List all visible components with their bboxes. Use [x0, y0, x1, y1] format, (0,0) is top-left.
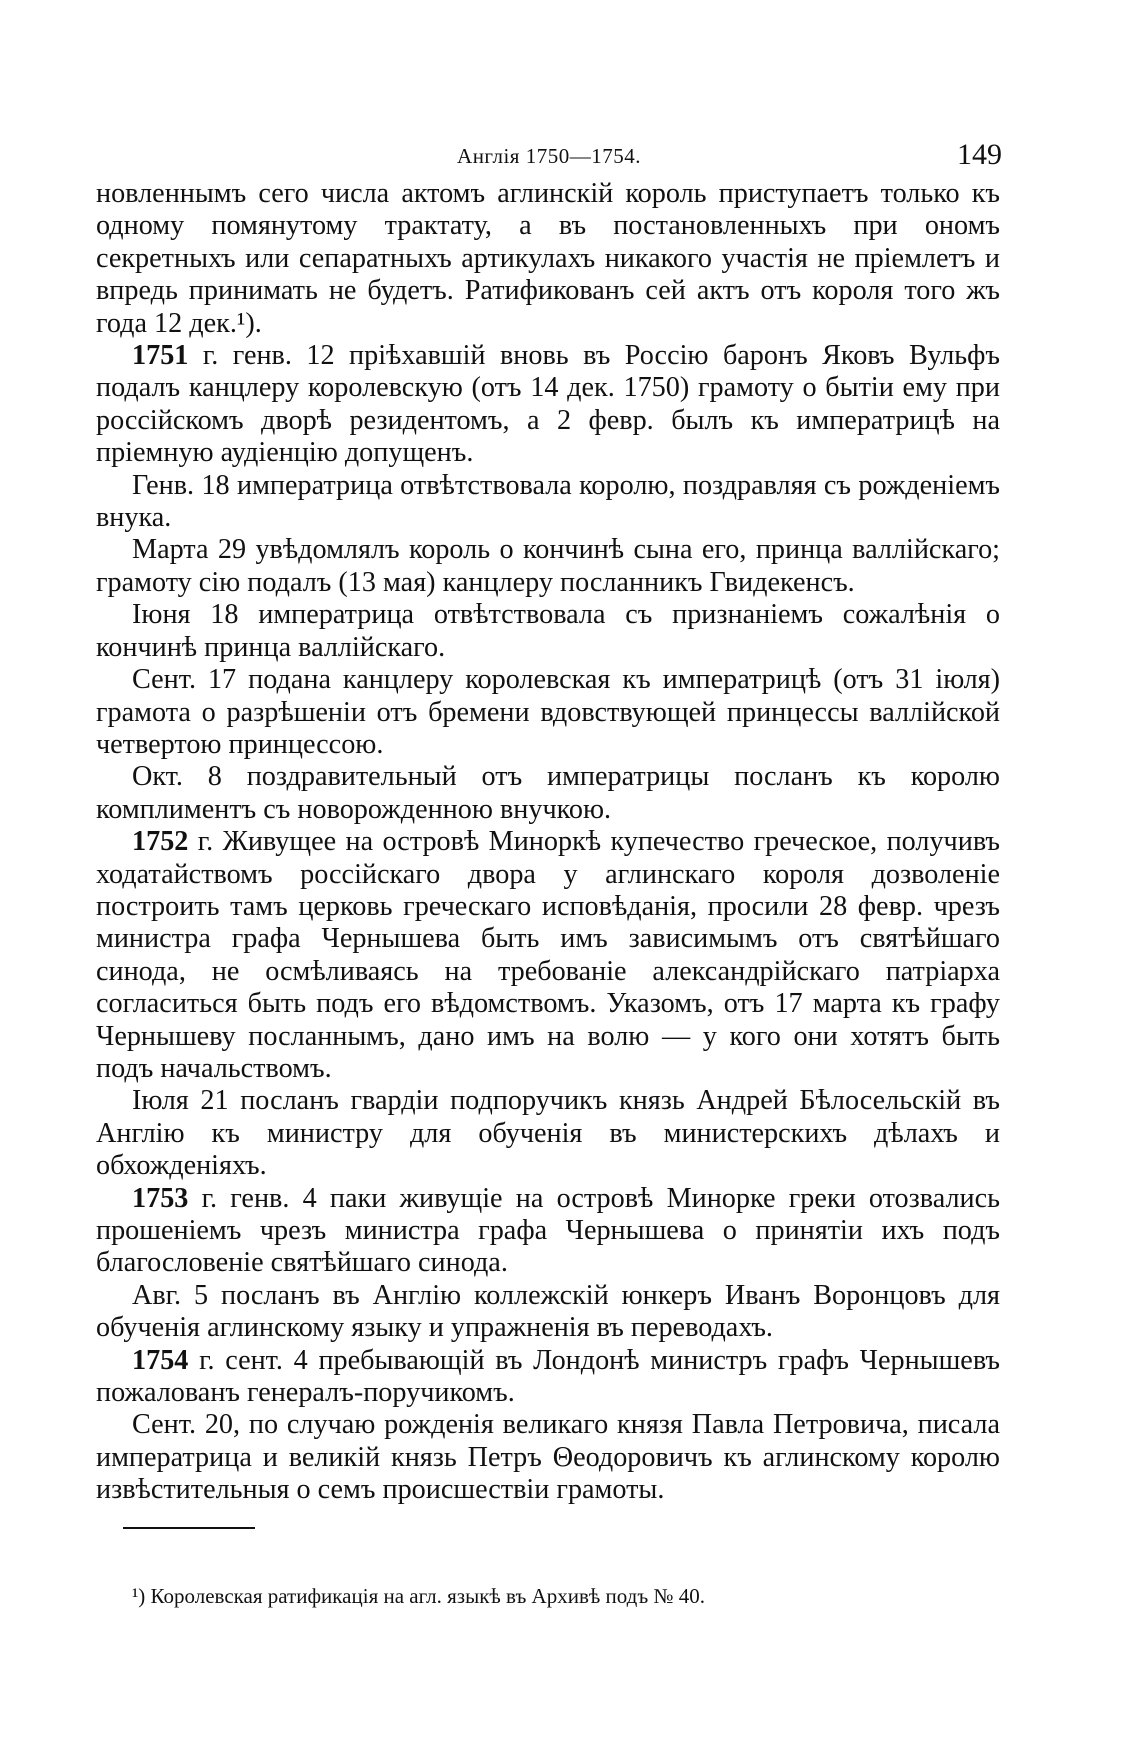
paragraph-text: г. сент. 4 пребывающій въ Лондонѣ министръ графъ Чернышевъ пожалованъ генералъ-поручикомъ.: [96, 1344, 1000, 1409]
paragraph: [96, 470, 1000, 535]
paragraph: [96, 1085, 1000, 1182]
paragraph: [96, 1409, 1000, 1506]
year-heading: 1751: [132, 340, 189, 372]
paragraph-1754: [96, 1345, 1000, 1410]
paragraph: [96, 534, 1000, 599]
paragraph: [96, 664, 1000, 761]
footnote-divider: [123, 1527, 255, 1529]
paragraph-text: Марта 29 увѣдомлялъ король о кончинѣ сына его, принца валлійскаго; грамоту сію подалъ (13 мая) канцлеру посланникъ Гвидекенсъ.: [96, 534, 1000, 598]
paragraph-text: Іюля 21 посланъ гвардіи подпоручикъ князь Андрей Бѣлосельскій въ Англію къ министру для обученія въ министерскихъ дѣлахъ и обхожденіяхъ.: [96, 1085, 1000, 1182]
main-text: [96, 178, 1000, 1507]
paragraph: [96, 599, 1000, 664]
paragraph-text: г. Живущее на островѣ Миноркѣ купечество греческое, получивъ ходатайствомъ россійскаго двора у аглинскаго короля дозволеніе построить тамъ церковь греческаго исповѣданія, просили 28 февр. чрезъ министра графа Чернышева быть имъ зависимымъ отъ святѣйшаго синода, не осмѣливаясь на требованіе александрійскаго патріарха согласиться быть подъ его вѣдомствомъ. Указомъ, отъ 17 марта къ графу Чернышеву посланнымъ, дано имъ на волю — у кого они хотятъ быть подъ начальствомъ.: [96, 826, 1000, 1084]
year-heading: 1752: [132, 826, 189, 858]
paragraph-text: Генв. 18 императрица отвѣтствовала королю, поздравляя съ рожденіемъ внука.: [96, 469, 1000, 534]
paragraph-1752: [96, 826, 1000, 1085]
paragraph-1753: [96, 1183, 1000, 1280]
paragraph-text: Сент. 20, по случаю рожденія великаго князя Павла Петровича, писала императрица и великій князь Петръ Θеодоровичъ къ аглинскому королю извѣстительныя о семъ происшествіи грамоты.: [96, 1409, 1000, 1506]
paragraph-1751: [96, 340, 1000, 470]
paragraph-text: г. генв. 4 паки живущіе на островѣ Минорке греки отозвались прошеніемъ чрезъ министра графа Чернышева о принятіи ихъ подъ благословеніе святѣйшаго синода.: [96, 1182, 1000, 1279]
year-heading: 1754: [132, 1344, 189, 1376]
paragraph: [96, 761, 1000, 826]
paragraph-text: Іюня 18 императрица отвѣтствовала съ признаніемъ сожалѣнія о кончинѣ принца валлійскаго.: [96, 599, 1000, 663]
year-heading: 1753: [132, 1182, 189, 1214]
paragraph-text: Авг. 5 посланъ въ Англію коллежскій юнкеръ Иванъ Воронцовъ для обученія аглинскому языку и упражненія въ переводахъ.: [96, 1279, 1000, 1344]
footnote-marker: ¹): [132, 1584, 146, 1608]
paragraph-continuation: [96, 178, 1000, 340]
page-header: [96, 138, 1002, 174]
page-number: 149: [957, 138, 1002, 171]
paragraph-text: Окт. 8 поздравительный отъ императрицы посланъ къ королю комплиментъ съ новорожденною внучкою.: [96, 761, 1000, 825]
paragraph-text: новленнымъ сего числа актомъ аглинскій король приступаетъ только къ одному помянутому трактату, а въ постановленныхъ при ономъ секретныхъ или сепаратныхъ артикулахъ никакого участія не пріемлетъ и впредь принимать не будетъ. Ратификованъ сей актъ отъ короля того жъ года 12 дек.¹).: [96, 178, 1000, 339]
paragraph-text: г. генв. 12 пріѣхавшій вновь въ Россію баронъ Яковъ Вульфъ подалъ канцлеру королевскую (отъ 14 дек. 1750) грамоту о бытіи ему при россійскомъ дворѣ резидентомъ, а 2 февр. былъ къ императрицѣ на пріемную аудіенцію допущенъ.: [96, 340, 1000, 469]
paragraph-text: Сент. 17 подана канцлеру королевская къ императрицѣ (отъ 31 іюля) грамота о разрѣшеніи отъ бремени вдовствующей принцессы валлійской четвертою принцессою.: [96, 664, 1000, 760]
running-title: Англія 1750—1754.: [457, 144, 641, 168]
footnote-text: Королевская ратификація на агл. языкѣ въ Архивѣ подъ № 40.: [145, 1584, 705, 1608]
footnote: [132, 1583, 992, 1609]
paragraph: [96, 1280, 1000, 1345]
